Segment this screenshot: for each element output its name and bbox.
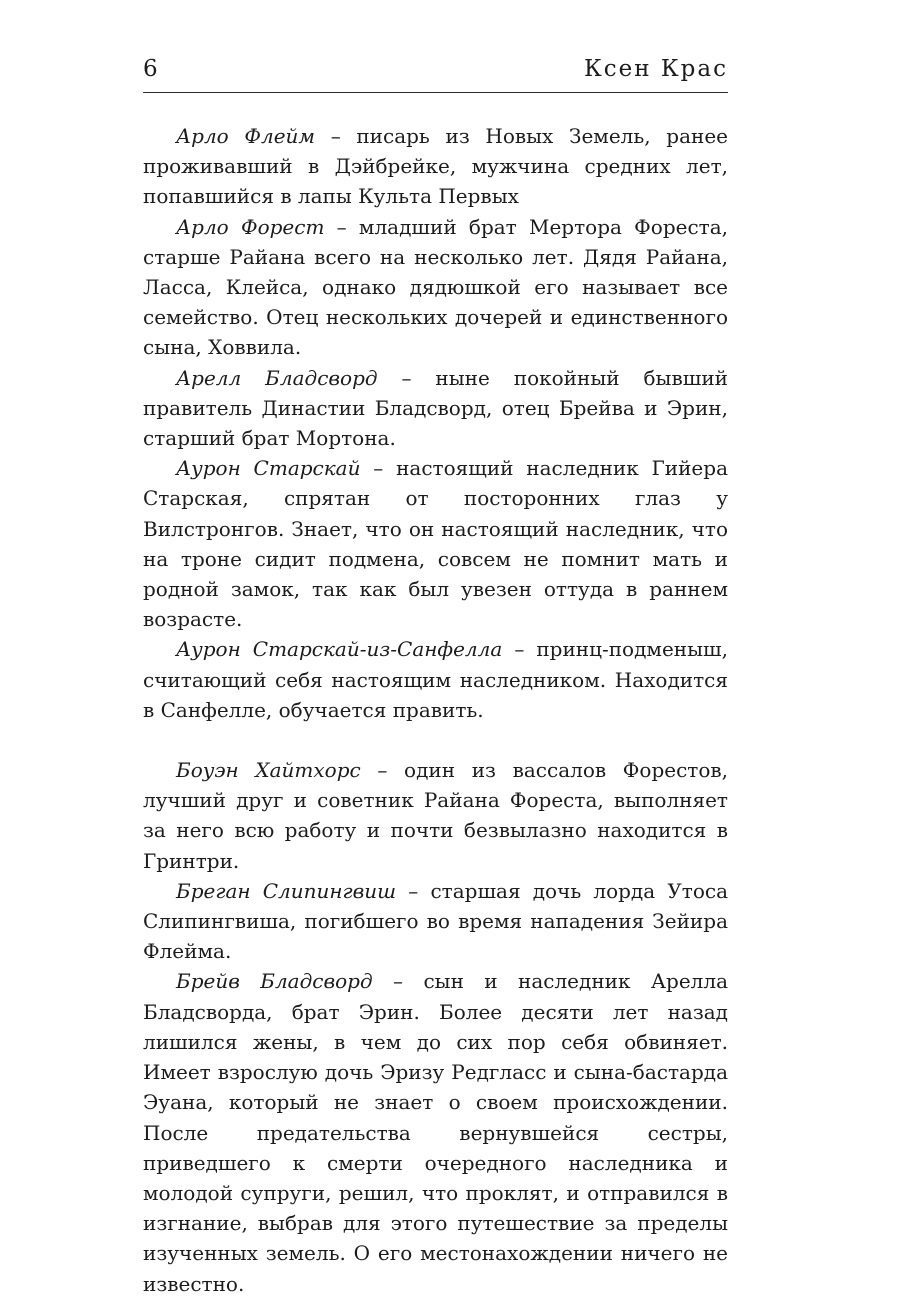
- entry-name: Арло Форест: [176, 214, 325, 239]
- glossary-body: [143, 121, 728, 1299]
- glossary-entry: [143, 121, 728, 212]
- running-header: [143, 52, 728, 93]
- entry-name: Аурон Старскай: [176, 456, 361, 481]
- entry-text: – настоящий наследник Гийера Старская, спрятан от посторонних глаз у Вилстронгов. Знает, что он настоящий наследник, что на троне сидит подмена, совсем не помнит мать и родной замок, так как был увезен оттуда в раннем возрасте.: [143, 456, 728, 632]
- entry-text: – принц-подменыш, считающий себя настоящим наследником. Находится в Санфелле, обучается править.: [143, 637, 729, 722]
- glossary-entry: [143, 876, 728, 967]
- glossary-entry: [143, 212, 728, 363]
- entry-text: – сын и наследник Арелла Бладсворда, брат Эрин. Более десяти лет назад лишился жены, в чем до сих пор себя обвиняет. Имеет взрослую дочь Эризу Редгласс и сына-бастарда Эуана, который не знает о своем происхождении. После предательства вернувшейся сестры, приведшего к смерти очередного наследника и молодой супруги, решил, что проклят, и отправился в изгнание, выбрав для этого путешествие за пределы изученных земель. О его местонахождении ничего не известно.: [143, 969, 729, 1296]
- section-gap: [143, 725, 728, 755]
- author-name: Ксен Крас: [583, 56, 728, 82]
- entry-text: – один из вассалов Форестов, лучший друг и советник Райана Фореста, выполняет за него всю работу и почти безвылазно находится в Гринтри.: [143, 758, 729, 873]
- entry-text: – младший брат Мертора Фореста, старше Райана всего на несколько лет. Дядя Райана, Ласса, Клейса, однако дядюшкой его называет все семейство. Отец нескольких дочерей и единственного сына, Ховвила.: [143, 214, 728, 360]
- entry-name: Арло Флейм: [176, 124, 316, 148]
- entry-text: – ныне покойный бывший правитель Династии Бладсворд, отец Брейва и Эрин, старший брат Мортона.: [143, 365, 728, 451]
- entry-name: Бреган Слипингвиш: [176, 878, 397, 903]
- entry-text: – старшая дочь лорда Утоса Слипингвиша, погибшего во время нападения Зейира Флейма.: [143, 878, 729, 964]
- entry-name: Аурон Старскай-из-Санфелла: [176, 637, 503, 662]
- page-number: 6: [143, 56, 158, 82]
- glossary-entry: [143, 453, 728, 634]
- glossary-entry: [143, 363, 728, 454]
- entry-name: Боуэн Хайтхорс: [176, 758, 361, 783]
- entry-text: – писарь из Новых Земель, ранее проживавший в Дэйбрейке, мужчина средних лет, попавшийся в лапы Культа Первых: [143, 124, 729, 209]
- glossary-entry: [143, 755, 728, 876]
- glossary-entry: [143, 966, 728, 1298]
- entry-name: Арелл Бладсворд: [176, 365, 378, 390]
- entry-name: Брейв Бладсворд: [176, 969, 373, 994]
- glossary-entry: [143, 634, 728, 725]
